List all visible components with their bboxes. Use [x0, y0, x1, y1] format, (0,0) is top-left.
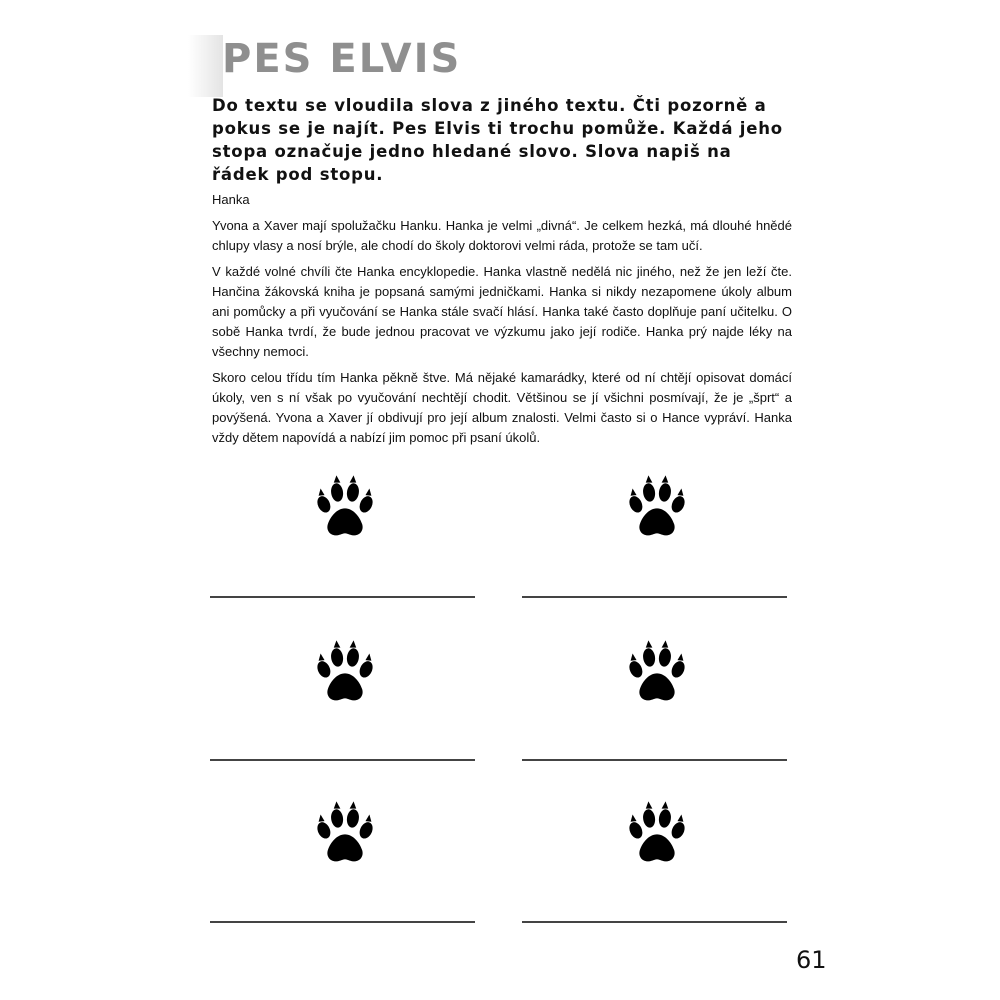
- answer-line[interactable]: [522, 759, 787, 761]
- story-title: Hanka: [212, 192, 250, 207]
- page-number: 61: [796, 946, 827, 974]
- answer-line[interactable]: [522, 596, 787, 598]
- instructions: Do textu se vloudila slova z jiného textu. Čti pozorně a pokus se je najít. Pes Elvis ti trochu pomůže. Každá jeho stopa označuje jedno hledané slovo. Slova napiš na řádek pod stopu.: [212, 96, 783, 184]
- answer-line[interactable]: [210, 921, 475, 923]
- paw-print-icon: [312, 800, 378, 866]
- paw-print-icon: [624, 474, 690, 540]
- paw-print-icon: [312, 474, 378, 540]
- paw-print-icon: [624, 639, 690, 705]
- story-paragraph: V každé volné chvíli čte Hanka encyklopedie. Hanka vlastně nedělá nic jiného, než že jen leží čte. Hančina žákovská kniha je popsaná samými jedničkami. Hanka si nikdy nezapomene úkoly album ani pomůcky a při vyučování se Hanka stále svačí hlásí. Hanka také často doplňuje paní učitelku. O sobě Hanka tvrdí, že bude jednou pracovat ve výzkumu jako její rodiče. Hanka prý najde léky na všechny nemoci.: [212, 264, 792, 359]
- story: [212, 190, 792, 454]
- answer-line[interactable]: [210, 596, 475, 598]
- story-paragraph: Skoro celou třídu tím Hanka pěkně štve. Má nějaké kamarádky, které od ní chtějí opisovat domácí úkoly, ven s ní však po vyučování nechtějí chodit. Většinou se jí všichni posmívají, že je „šprt“ a povýšená. Yvona a Xaver jí obdivují pro její album znalosti. Velmi často si o Hance vypráví. Hanka vždy dětem napovídá a nabízí jim pomoc při psaní úkolů.: [212, 370, 792, 445]
- story-paragraph: Yvona a Xaver mají spolužačku Hanku. Hanka je velmi „divná“. Je celkem hezká, má dlouhé hnědé chlupy vlasy a nosí brýle, ale chodí do školy doktorovi velmi ráda, protože se tam učí.: [212, 218, 792, 253]
- paw-print-icon: [624, 800, 690, 866]
- title-shading: [188, 35, 223, 97]
- answer-line[interactable]: [522, 921, 787, 923]
- answer-line[interactable]: [210, 759, 475, 761]
- page-title: PES ELVIS: [222, 36, 462, 82]
- paw-print-icon: [312, 639, 378, 705]
